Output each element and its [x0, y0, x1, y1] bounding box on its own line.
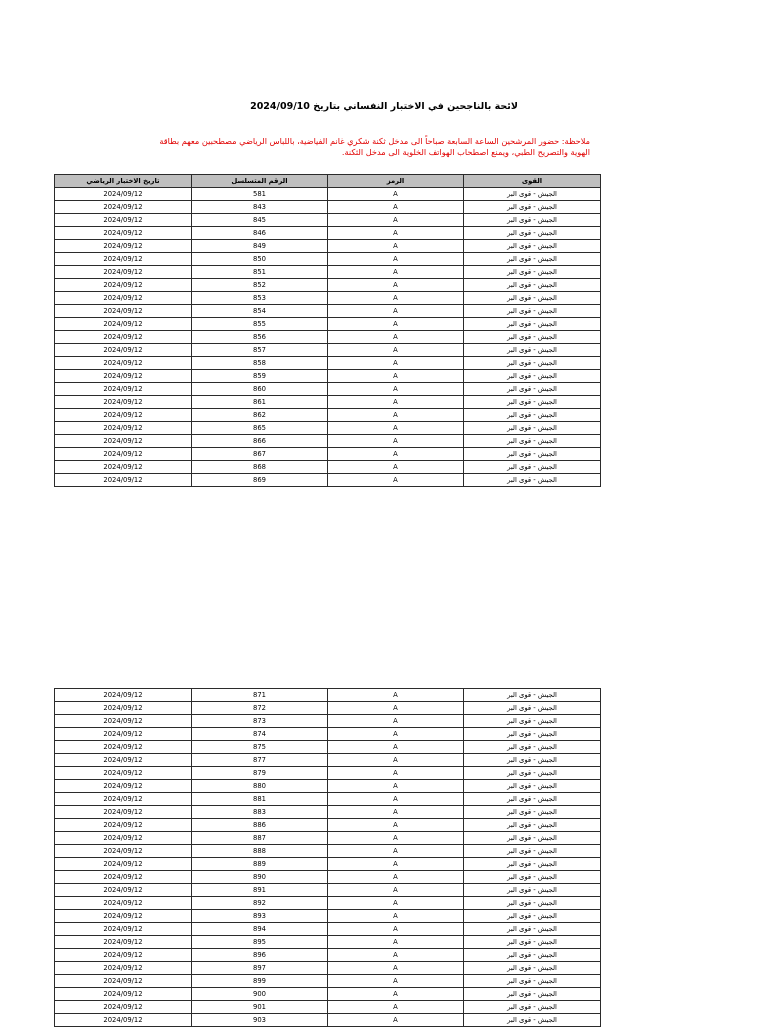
- cell-serial: 872: [192, 702, 328, 715]
- table-row: [55, 858, 601, 871]
- cell-force: الجيش - قوى البر: [464, 1001, 601, 1014]
- cell-code: A: [328, 962, 464, 975]
- table-row: [55, 884, 601, 897]
- cell-serial: 861: [192, 396, 328, 409]
- cell-serial: 889: [192, 858, 328, 871]
- cell-force: الجيش - قوى البر: [464, 767, 601, 780]
- cell-serial: 855: [192, 318, 328, 331]
- cell-code: A: [328, 318, 464, 331]
- table-row: [55, 227, 601, 240]
- cell-date: 2024/09/12: [55, 819, 192, 832]
- cell-code: A: [328, 370, 464, 383]
- table-row: [55, 845, 601, 858]
- table-row: [55, 240, 601, 253]
- table-row: [55, 253, 601, 266]
- cell-force: الجيش - قوى البر: [464, 949, 601, 962]
- cell-force: الجيش - قوى البر: [464, 227, 601, 240]
- cell-code: A: [328, 240, 464, 253]
- results-table-2-body: [55, 689, 601, 1027]
- cell-date: 2024/09/12: [55, 858, 192, 871]
- cell-force: الجيش - قوى البر: [464, 253, 601, 266]
- cell-force: الجيش - قوى البر: [464, 383, 601, 396]
- cell-code: A: [328, 793, 464, 806]
- cell-serial: 892: [192, 897, 328, 910]
- cell-date: 2024/09/12: [55, 188, 192, 201]
- cell-date: 2024/09/12: [55, 806, 192, 819]
- cell-code: A: [328, 474, 464, 487]
- table-row: [55, 448, 601, 461]
- table-row: [55, 689, 601, 702]
- cell-force: الجيش - قوى البر: [464, 279, 601, 292]
- cell-serial: 581: [192, 188, 328, 201]
- table-row: [55, 1001, 601, 1014]
- cell-force: الجيش - قوى البر: [464, 409, 601, 422]
- table-row: [55, 988, 601, 1001]
- cell-serial: 901: [192, 1001, 328, 1014]
- cell-date: 2024/09/12: [55, 702, 192, 715]
- cell-date: 2024/09/12: [55, 409, 192, 422]
- cell-code: A: [328, 975, 464, 988]
- cell-date: 2024/09/12: [55, 266, 192, 279]
- cell-force: الجيش - قوى البر: [464, 819, 601, 832]
- cell-code: A: [328, 689, 464, 702]
- cell-date: 2024/09/12: [55, 910, 192, 923]
- cell-date: 2024/09/12: [55, 240, 192, 253]
- cell-code: A: [328, 767, 464, 780]
- cell-date: 2024/09/12: [55, 331, 192, 344]
- cell-serial: 868: [192, 461, 328, 474]
- cell-serial: 857: [192, 344, 328, 357]
- cell-code: A: [328, 227, 464, 240]
- cell-serial: 893: [192, 910, 328, 923]
- cell-code: A: [328, 305, 464, 318]
- cell-force: الجيش - قوى البر: [464, 910, 601, 923]
- results-table-1: [54, 174, 601, 487]
- cell-code: A: [328, 409, 464, 422]
- table-row: [55, 422, 601, 435]
- cell-serial: 858: [192, 357, 328, 370]
- cell-force: الجيش - قوى البر: [464, 370, 601, 383]
- table-row: [55, 897, 601, 910]
- cell-code: A: [328, 754, 464, 767]
- table-row: [55, 949, 601, 962]
- cell-code: A: [328, 845, 464, 858]
- header-date: تاريخ الاختبار الرياضي: [55, 175, 192, 188]
- table-row: [55, 923, 601, 936]
- cell-serial: 881: [192, 793, 328, 806]
- cell-force: الجيش - قوى البر: [464, 344, 601, 357]
- table-row: [55, 331, 601, 344]
- cell-serial: 854: [192, 305, 328, 318]
- table-row: [55, 370, 601, 383]
- cell-force: الجيش - قوى البر: [464, 689, 601, 702]
- cell-code: A: [328, 819, 464, 832]
- table-row: [55, 279, 601, 292]
- cell-serial: 862: [192, 409, 328, 422]
- cell-serial: 865: [192, 422, 328, 435]
- table-row: [55, 305, 601, 318]
- table-header-row: [55, 175, 601, 188]
- cell-date: 2024/09/12: [55, 936, 192, 949]
- cell-date: 2024/09/12: [55, 923, 192, 936]
- cell-force: الجيش - قوى البر: [464, 897, 601, 910]
- cell-serial: 871: [192, 689, 328, 702]
- cell-code: A: [328, 331, 464, 344]
- cell-code: A: [328, 806, 464, 819]
- cell-code: A: [328, 448, 464, 461]
- cell-date: 2024/09/12: [55, 754, 192, 767]
- cell-date: 2024/09/12: [55, 279, 192, 292]
- cell-code: A: [328, 949, 464, 962]
- cell-code: A: [328, 741, 464, 754]
- cell-date: 2024/09/12: [55, 1001, 192, 1014]
- cell-date: 2024/09/12: [55, 845, 192, 858]
- cell-force: الجيش - قوى البر: [464, 988, 601, 1001]
- table-row: [55, 936, 601, 949]
- cell-serial: 895: [192, 936, 328, 949]
- table-row: [55, 474, 601, 487]
- table-row: [55, 357, 601, 370]
- cell-force: الجيش - قوى البر: [464, 214, 601, 227]
- results-table-2: [54, 688, 601, 1027]
- cell-serial: 877: [192, 754, 328, 767]
- cell-serial: 850: [192, 253, 328, 266]
- cell-force: الجيش - قوى البر: [464, 188, 601, 201]
- cell-force: الجيش - قوى البر: [464, 201, 601, 214]
- cell-serial: 867: [192, 448, 328, 461]
- cell-serial: 875: [192, 741, 328, 754]
- table-row: [55, 396, 601, 409]
- cell-serial: 856: [192, 331, 328, 344]
- cell-serial: 891: [192, 884, 328, 897]
- cell-code: A: [328, 728, 464, 741]
- table-row: [55, 409, 601, 422]
- cell-date: 2024/09/12: [55, 962, 192, 975]
- cell-date: 2024/09/12: [55, 383, 192, 396]
- cell-code: A: [328, 279, 464, 292]
- cell-code: A: [328, 923, 464, 936]
- table-row: [55, 435, 601, 448]
- cell-force: الجيش - قوى البر: [464, 754, 601, 767]
- cell-code: A: [328, 214, 464, 227]
- cell-force: الجيش - قوى البر: [464, 305, 601, 318]
- cell-code: A: [328, 897, 464, 910]
- cell-serial: 849: [192, 240, 328, 253]
- cell-date: 2024/09/12: [55, 214, 192, 227]
- cell-code: A: [328, 266, 464, 279]
- cell-code: A: [328, 1014, 464, 1027]
- cell-code: A: [328, 884, 464, 897]
- cell-serial: 843: [192, 201, 328, 214]
- cell-code: A: [328, 988, 464, 1001]
- cell-force: الجيش - قوى البر: [464, 858, 601, 871]
- cell-serial: 903: [192, 1014, 328, 1027]
- cell-date: 2024/09/12: [55, 1014, 192, 1027]
- cell-code: A: [328, 201, 464, 214]
- cell-date: 2024/09/12: [55, 975, 192, 988]
- cell-force: الجيش - قوى البر: [464, 1014, 601, 1027]
- cell-serial: 886: [192, 819, 328, 832]
- cell-code: A: [328, 253, 464, 266]
- cell-force: الجيش - قوى البر: [464, 422, 601, 435]
- cell-date: 2024/09/12: [55, 435, 192, 448]
- table-row: [55, 871, 601, 884]
- attendance-note: ملاحظة: حضور المرشحين الساعة السابعة صباحاً الى مدخل ثكنة شكري غانم الفياضية، باللباس الرياضي مصطحبين معهم بطاقة الهوية والتصريح الطبي، ويمنع اصطحاب الهواتف الخلوية الى مدخل الثكنة.: [159, 136, 590, 157]
- cell-force: الجيش - قوى البر: [464, 780, 601, 793]
- cell-date: 2024/09/12: [55, 422, 192, 435]
- table-row: [55, 728, 601, 741]
- cell-date: 2024/09/12: [55, 461, 192, 474]
- table-row: [55, 201, 601, 214]
- cell-serial: 890: [192, 871, 328, 884]
- cell-date: 2024/09/12: [55, 448, 192, 461]
- cell-date: 2024/09/12: [55, 715, 192, 728]
- cell-serial: 853: [192, 292, 328, 305]
- cell-date: 2024/09/12: [55, 988, 192, 1001]
- table-row: [55, 266, 601, 279]
- table-row: [55, 741, 601, 754]
- cell-code: A: [328, 461, 464, 474]
- cell-date: 2024/09/12: [55, 357, 192, 370]
- cell-serial: 869: [192, 474, 328, 487]
- cell-date: 2024/09/12: [55, 227, 192, 240]
- cell-date: 2024/09/12: [55, 253, 192, 266]
- cell-force: الجيش - قوى البر: [464, 331, 601, 344]
- cell-serial: 852: [192, 279, 328, 292]
- header-force: القوى: [464, 175, 601, 188]
- table-row: [55, 344, 601, 357]
- cell-force: الجيش - قوى البر: [464, 728, 601, 741]
- cell-date: 2024/09/12: [55, 201, 192, 214]
- cell-code: A: [328, 396, 464, 409]
- page-title: لائحة بالناجحين في الاختبار النفساني بتاريخ 2024/09/10: [250, 101, 518, 112]
- cell-date: 2024/09/12: [55, 793, 192, 806]
- cell-date: 2024/09/12: [55, 474, 192, 487]
- table-row: [55, 832, 601, 845]
- cell-force: الجيش - قوى البر: [464, 793, 601, 806]
- cell-force: الجيش - قوى البر: [464, 240, 601, 253]
- cell-date: 2024/09/12: [55, 767, 192, 780]
- cell-date: 2024/09/12: [55, 318, 192, 331]
- cell-date: 2024/09/12: [55, 780, 192, 793]
- cell-serial: 879: [192, 767, 328, 780]
- cell-force: الجيش - قوى البر: [464, 871, 601, 884]
- cell-date: 2024/09/12: [55, 396, 192, 409]
- table-row: [55, 975, 601, 988]
- cell-serial: 846: [192, 227, 328, 240]
- table-row: [55, 793, 601, 806]
- cell-force: الجيش - قوى البر: [464, 448, 601, 461]
- cell-date: 2024/09/12: [55, 949, 192, 962]
- table-row: [55, 214, 601, 227]
- cell-serial: 860: [192, 383, 328, 396]
- cell-serial: 899: [192, 975, 328, 988]
- cell-serial: 883: [192, 806, 328, 819]
- table-row: [55, 754, 601, 767]
- cell-date: 2024/09/12: [55, 884, 192, 897]
- cell-force: الجيش - قوى البر: [464, 962, 601, 975]
- cell-code: A: [328, 188, 464, 201]
- cell-code: A: [328, 715, 464, 728]
- cell-force: الجيش - قوى البر: [464, 461, 601, 474]
- table-row: [55, 806, 601, 819]
- cell-serial: 896: [192, 949, 328, 962]
- cell-code: A: [328, 871, 464, 884]
- cell-code: A: [328, 702, 464, 715]
- cell-serial: 866: [192, 435, 328, 448]
- cell-force: الجيش - قوى البر: [464, 702, 601, 715]
- cell-date: 2024/09/12: [55, 741, 192, 754]
- table-row: [55, 715, 601, 728]
- cell-serial: 880: [192, 780, 328, 793]
- cell-code: A: [328, 292, 464, 305]
- cell-force: الجيش - قوى البر: [464, 975, 601, 988]
- cell-code: A: [328, 1001, 464, 1014]
- cell-serial: 851: [192, 266, 328, 279]
- cell-force: الجيش - قوى البر: [464, 936, 601, 949]
- cell-date: 2024/09/12: [55, 305, 192, 318]
- header-code: الرمز: [328, 175, 464, 188]
- table-row: [55, 819, 601, 832]
- table-row: [55, 383, 601, 396]
- cell-date: 2024/09/12: [55, 871, 192, 884]
- cell-date: 2024/09/12: [55, 344, 192, 357]
- header-serial: الرقم المتسلسل: [192, 175, 328, 188]
- table-row: [55, 767, 601, 780]
- cell-force: الجيش - قوى البر: [464, 741, 601, 754]
- cell-serial: 874: [192, 728, 328, 741]
- table-row: [55, 292, 601, 305]
- table-row: [55, 1014, 601, 1027]
- cell-force: الجيش - قوى البر: [464, 435, 601, 448]
- cell-date: 2024/09/12: [55, 728, 192, 741]
- cell-serial: 894: [192, 923, 328, 936]
- cell-date: 2024/09/12: [55, 370, 192, 383]
- table-row: [55, 188, 601, 201]
- results-table-1-body: [55, 188, 601, 487]
- table-row: [55, 962, 601, 975]
- cell-force: الجيش - قوى البر: [464, 474, 601, 487]
- table-row: [55, 910, 601, 923]
- cell-serial: 859: [192, 370, 328, 383]
- cell-force: الجيش - قوى البر: [464, 357, 601, 370]
- cell-force: الجيش - قوى البر: [464, 806, 601, 819]
- cell-code: A: [328, 832, 464, 845]
- cell-serial: 887: [192, 832, 328, 845]
- cell-serial: 900: [192, 988, 328, 1001]
- table-row: [55, 702, 601, 715]
- cell-code: A: [328, 780, 464, 793]
- cell-force: الجيش - قوى البر: [464, 845, 601, 858]
- cell-serial: 845: [192, 214, 328, 227]
- table-row: [55, 318, 601, 331]
- cell-force: الجيش - قوى البر: [464, 318, 601, 331]
- cell-code: A: [328, 344, 464, 357]
- cell-code: A: [328, 858, 464, 871]
- cell-serial: 888: [192, 845, 328, 858]
- cell-code: A: [328, 435, 464, 448]
- table-row: [55, 461, 601, 474]
- cell-date: 2024/09/12: [55, 292, 192, 305]
- cell-force: الجيش - قوى البر: [464, 884, 601, 897]
- table-row: [55, 780, 601, 793]
- cell-force: الجيش - قوى البر: [464, 832, 601, 845]
- cell-force: الجيش - قوى البر: [464, 923, 601, 936]
- cell-serial: 873: [192, 715, 328, 728]
- cell-code: A: [328, 936, 464, 949]
- cell-force: الجيش - قوى البر: [464, 715, 601, 728]
- cell-date: 2024/09/12: [55, 832, 192, 845]
- cell-force: الجيش - قوى البر: [464, 266, 601, 279]
- cell-serial: 897: [192, 962, 328, 975]
- cell-date: 2024/09/12: [55, 689, 192, 702]
- cell-force: الجيش - قوى البر: [464, 292, 601, 305]
- cell-code: A: [328, 383, 464, 396]
- cell-force: الجيش - قوى البر: [464, 396, 601, 409]
- cell-code: A: [328, 357, 464, 370]
- cell-code: A: [328, 422, 464, 435]
- cell-date: 2024/09/12: [55, 897, 192, 910]
- cell-code: A: [328, 910, 464, 923]
